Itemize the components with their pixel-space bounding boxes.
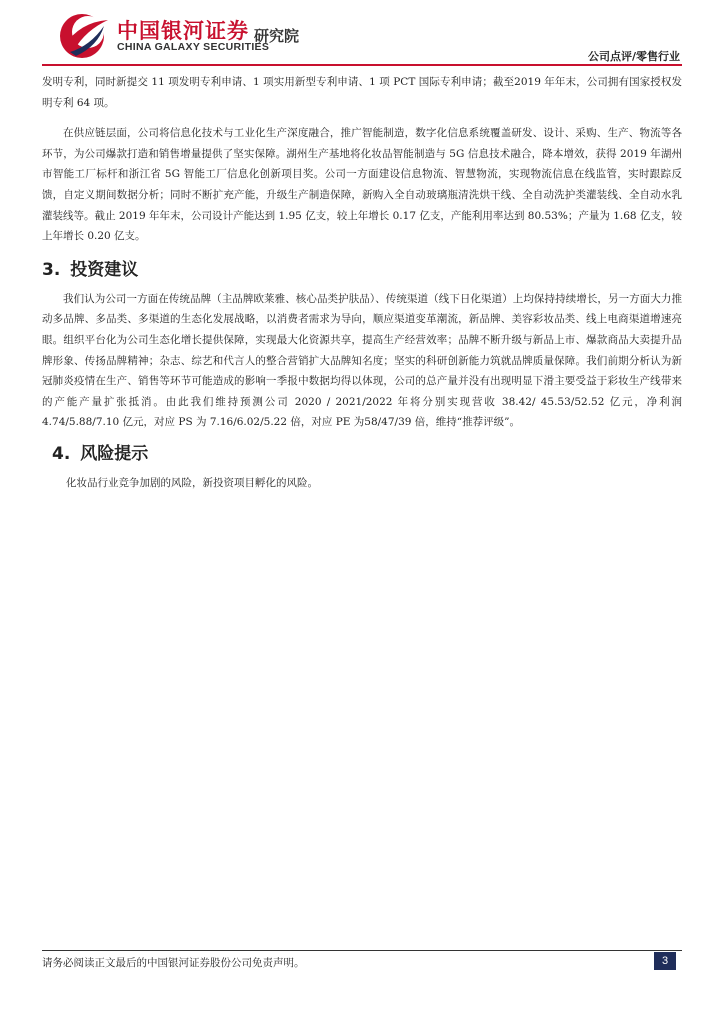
section-heading-risk: [42, 441, 682, 467]
report-category: 公司点评/零售行业: [587, 50, 680, 63]
galaxy-logo-icon: [56, 12, 112, 60]
header-divider: [42, 64, 682, 66]
brand-name-english: CHINA GALAXY SECURITIES: [117, 41, 270, 53]
paragraph-patents: 发明专利，同时新提交 11 项发明专利申请、1 项实用新型专利申请、1 项 PCT 国际专利申请；截至2019 年年末，公司拥有国家授权发明专利 64 项。: [42, 76, 682, 109]
section-number: 4.: [52, 443, 71, 464]
paragraph-supply-chain: 在供应链层面，公司将信息化技术与工业化生产深度融合，推广智能制造，数字化信息系统覆盖研发、设计、采购、生产、物流等各环节，为公司爆款打造和销售增量提供了坚实保障。湖州生产基地将化妆品智能制造与 5G 信息技术融合，降本增效，获得 2019 年湖州市智能工厂标杆和浙江省 5G 智能工厂信息化创新项目奖。公司一方面建设信息物流、智慧物流，实现物流信息在线监管，实时跟踪反馈，自定义期间数据分析；同时不断扩充产能，升级生产制造保障，新购入全自动玻璃瓶清洗烘干线、全自动洗护类灌装线、全自动水乳灌装线等。截止 2019 年年末，公司设计产能达到 1.95 亿支，较上年增长 0.17 亿支，产能利用率达到 80.53%；产量为 1.68 亿支，较上年增长 0.20 亿支。: [42, 127, 682, 243]
section-title: 风险提示: [80, 443, 149, 464]
paragraph-risk: 化妆品行业竞争加剧的风险，新投资项目孵化的风险。: [66, 476, 318, 489]
report-body: [42, 72, 682, 494]
page-number: 3: [654, 952, 676, 970]
section-number: 3.: [42, 259, 61, 280]
section-title: 投资建议: [70, 259, 139, 280]
page-header: [0, 0, 724, 70]
paragraph-investment: 我们认为公司一方面在传统品牌（主品牌欧莱雅、核心品类护肤品）、传统渠道（线下日化渠道）上均保持持续增长，另一方面大力推动多品牌、多品类、多渠道的生态化发展战略，以消费者需求为导向，顺应渠道变革潮流，新品牌、美容彩妆品类、线上电商渠道增速亮眼。组织平台化为公司生态化增长提供保障，实现最大化资源共享，提高生产经营效率；品牌不断升级与新品上市、爆款商品大卖提升品牌形象、传扬品牌精神；杂志、综艺和代言人的整合营销扩大品牌知名度；坚实的科研创新能力筑就品牌质量保障。我们前期分析认为新冠肺炎疫情在生产、销售等环节可能造成的影响一季报中数据均得以体现，公司的总产量并没有出现明显下滑主要受益于彩妆生产线带来的产能产量扩张抵消。由此我们维持预测公司 2020 / 2021/2022 年将分别实现营收 38.42/ 45.53/52.52 亿元，净利润 4.74/5.88/7.10 亿元，对应 PS 为 7.16/6.02/5.22 倍，对应 PE 为58/47/39 倍，维持“推荐评级”。: [42, 292, 682, 429]
institute-label: 研究院: [254, 27, 300, 45]
section-heading-investment: [42, 257, 682, 283]
footer-disclaimer: 请务必阅读正文最后的中国银河证券股份公司免责声明。: [42, 957, 305, 969]
brand-name-chinese: 中国银河证券: [117, 19, 249, 43]
footer-divider: [42, 950, 682, 951]
